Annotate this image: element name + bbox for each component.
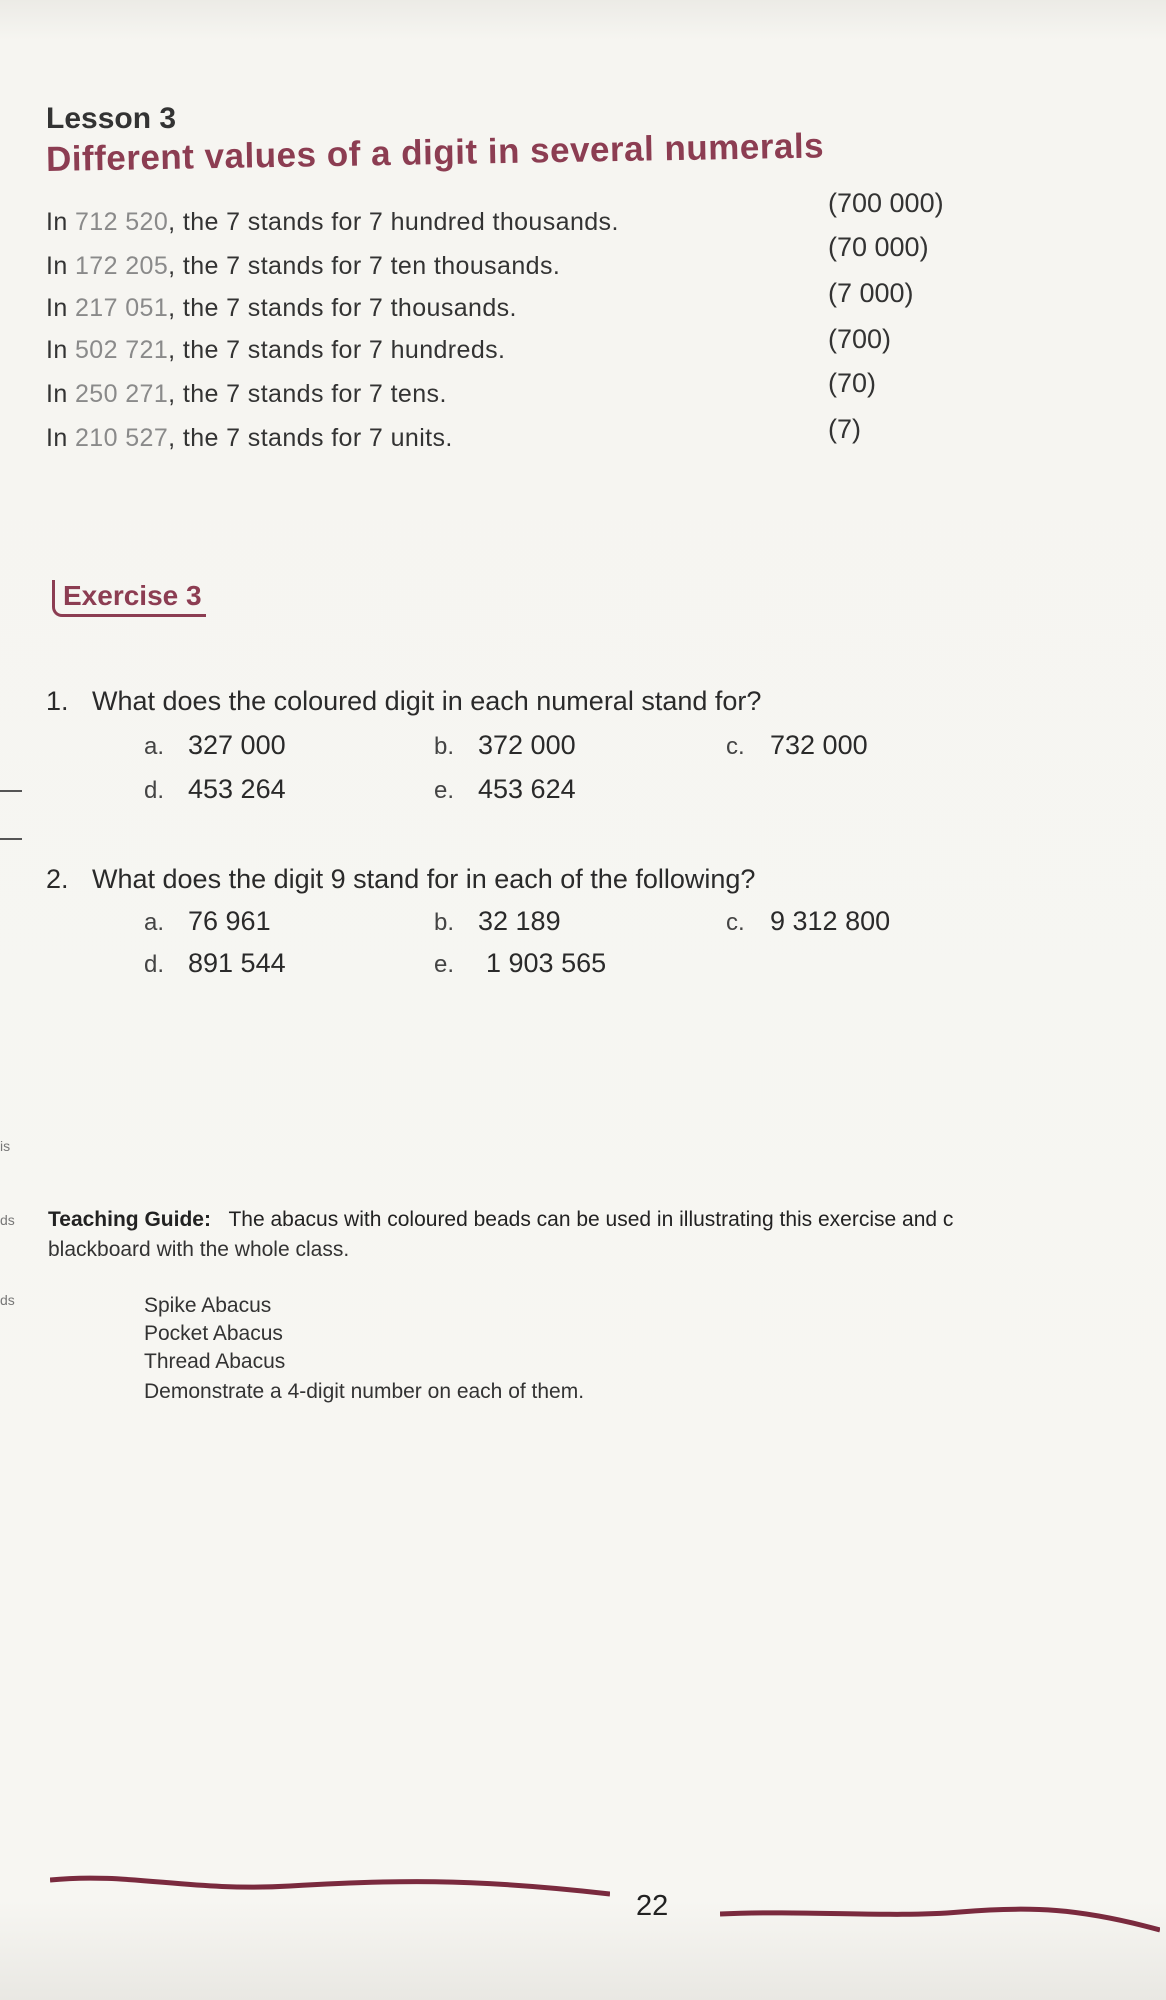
example-numeral: 172 205 (75, 252, 169, 280)
example-numeral: 250 271 (75, 380, 169, 408)
example-text: , the 7 stands for 7 hundred thousands. (168, 208, 619, 236)
option-item (726, 906, 890, 937)
example-prefix: In (46, 424, 75, 452)
option-item (434, 774, 576, 805)
option-value: 453 624 (478, 774, 576, 804)
teaching-guide-label: Teaching Guide: (48, 1208, 211, 1231)
question-2 (46, 864, 755, 895)
example-row (46, 380, 447, 409)
example-value: (700 000) (828, 188, 944, 218)
option-letter: b. (434, 733, 455, 760)
option-item (144, 774, 286, 805)
option-value: 453 264 (188, 774, 286, 804)
example-prefix: In (46, 294, 75, 322)
option-value: 1 903 565 (486, 948, 607, 978)
example-row (46, 294, 517, 323)
lesson-label: Lesson 3 (46, 102, 177, 135)
exercise-label: Exercise 3 (52, 580, 206, 617)
margin-mark: is (0, 1138, 11, 1154)
option-value: 372 000 (478, 730, 576, 760)
option-item (144, 730, 286, 761)
example-row (46, 208, 619, 237)
teaching-guide-line2: blackboard with the whole class. (48, 1238, 350, 1261)
teaching-guide-text: The abacus with coloured beads can be used in illustrating this exercise and c (228, 1208, 954, 1231)
option-letter: c. (726, 733, 745, 760)
footer-wave-right (720, 1900, 1160, 1940)
page-number: 22 (636, 1890, 669, 1922)
example-numeral: 217 051 (75, 294, 169, 322)
lesson-heading: Different values of a digit in several numerals (45, 126, 825, 179)
option-value: 32 189 (478, 906, 561, 936)
option-letter: e. (434, 777, 455, 804)
example-text: , the 7 stands for 7 hundreds. (168, 336, 506, 364)
question-number: 2. (46, 864, 69, 894)
abacus-instruction: Demonstrate a 4-digit number on each of them. (144, 1380, 585, 1403)
option-value: 732 000 (770, 730, 868, 760)
margin-mark: ds (0, 1292, 15, 1308)
example-numeral: 210 527 (75, 424, 169, 452)
question-1 (46, 686, 761, 717)
teaching-guide (48, 1208, 953, 1232)
example-text: , the 7 stands for 7 thousands. (168, 294, 517, 322)
option-value: 891 544 (188, 948, 286, 978)
option-letter: a. (144, 733, 165, 760)
option-item (434, 948, 606, 979)
footer-wave-left (50, 1866, 610, 1906)
example-text: , the 7 stands for 7 tens. (168, 380, 447, 408)
example-prefix: In (46, 252, 75, 280)
option-letter: d. (144, 951, 165, 978)
option-letter: e. (434, 951, 455, 978)
option-value: 9 312 800 (770, 906, 891, 936)
option-letter: b. (434, 909, 455, 936)
example-prefix: In (46, 336, 75, 364)
option-letter: d. (144, 777, 165, 804)
option-item (434, 730, 576, 761)
example-row (46, 336, 505, 365)
example-value: (70 000) (828, 232, 929, 262)
question-number: 1. (46, 686, 69, 716)
example-value: (7 000) (828, 278, 914, 308)
abacus-item: Thread Abacus (144, 1350, 286, 1373)
example-row (46, 252, 560, 281)
example-value: (70) (828, 368, 877, 398)
abacus-item: Spike Abacus (144, 1294, 272, 1317)
option-letter: a. (144, 909, 165, 936)
option-value: 76 961 (188, 906, 271, 936)
example-text: , the 7 stands for 7 units. (168, 424, 453, 452)
example-value: (700) (828, 324, 892, 354)
option-item (434, 906, 561, 937)
option-item (144, 948, 286, 979)
margin-tick (0, 838, 22, 840)
example-prefix: In (46, 380, 75, 408)
example-value: (7) (828, 414, 861, 444)
margin-mark: ds (0, 1212, 15, 1228)
example-text: , the 7 stands for 7 ten thousands. (168, 252, 561, 280)
option-item (144, 906, 271, 937)
question-text: What does the digit 9 stand for in each of the following? (92, 864, 756, 894)
example-numeral: 502 721 (75, 336, 169, 364)
example-numeral: 712 520 (75, 208, 169, 236)
margin-tick (0, 790, 22, 792)
question-text: What does the coloured digit in each numeral stand for? (92, 686, 762, 716)
example-prefix: In (46, 208, 75, 236)
example-row (46, 424, 453, 453)
option-item (726, 730, 868, 761)
abacus-item: Pocket Abacus (144, 1322, 283, 1345)
option-value: 327 000 (188, 730, 286, 760)
option-letter: c. (726, 909, 745, 936)
